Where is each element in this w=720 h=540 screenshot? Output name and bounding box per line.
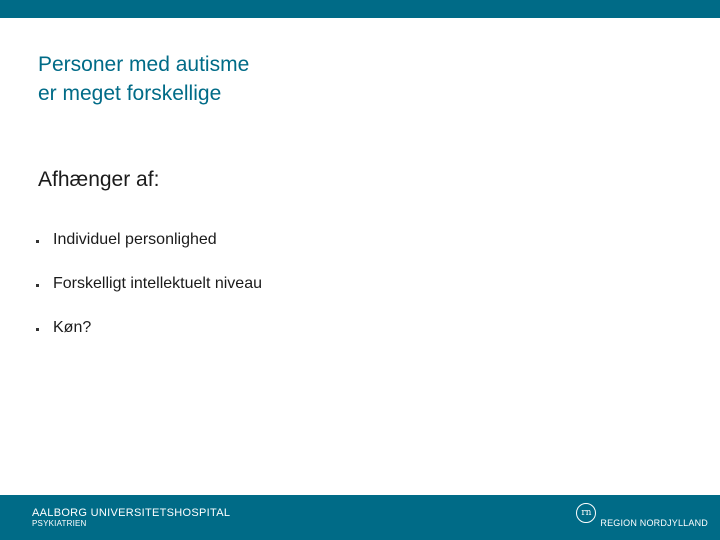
bullet-marker-icon [36,328,39,331]
subheading: Afhænger af: [38,168,160,191]
title-line-1: Personer med autisme [38,53,250,76]
bullet-text: Køn? [53,319,92,336]
bullet-list [36,229,262,361]
hospital-name: AALBORG UNIVERSITETSHOSPITAL [32,507,231,519]
region-name: REGION NORDJYLLAND [600,518,708,528]
region-logo-icon: rn [576,503,596,523]
footer-bar [0,495,720,540]
hospital-logo [32,507,230,529]
bullet-text: Individuel personlighed [53,231,217,248]
bullet-item [36,273,262,295]
bullet-item [36,317,262,339]
slide-title [38,50,249,108]
title-line-2: er meget forskellige [38,82,222,105]
department-name: PSYKIATRIEN [32,519,87,528]
top-bar [0,0,720,18]
bullet-marker-icon [36,284,39,287]
bullet-text: Forskelligt intellektuelt niveau [53,275,262,292]
region-logo [576,504,708,528]
bullet-marker-icon [36,240,39,243]
bullet-item [36,229,262,251]
